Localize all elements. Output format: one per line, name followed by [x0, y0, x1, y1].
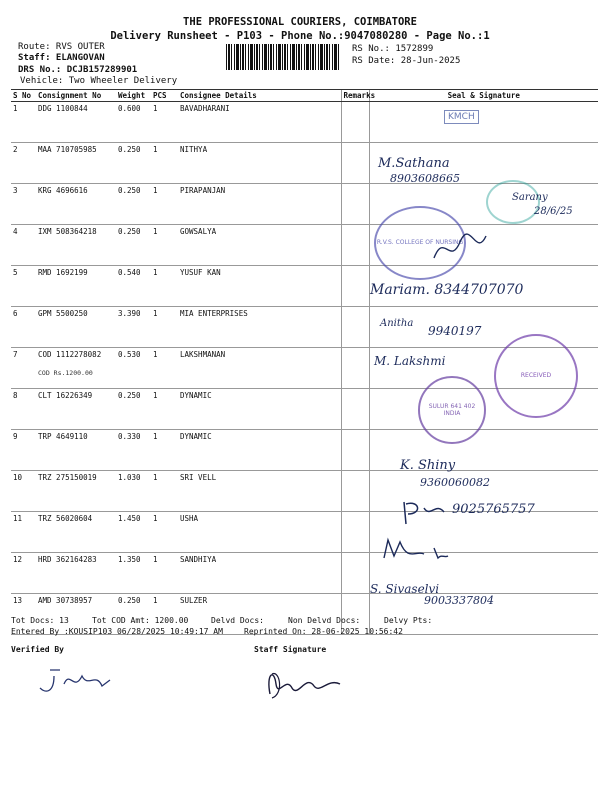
signature-row11 [400, 498, 450, 528]
cell-weight [116, 184, 151, 225]
barcode-image [226, 44, 340, 70]
cell-remarks [341, 102, 369, 143]
col-weight: Weight [116, 90, 151, 102]
cell-sno [11, 225, 36, 266]
cell-pcs-text: 1 [153, 309, 158, 318]
route-label: Route: RVS OUTER [18, 42, 105, 52]
cell-sno-text: 3 [13, 186, 18, 195]
cell-weight [116, 143, 151, 184]
cell-sno-text: 12 [13, 555, 23, 564]
cell-consignment [36, 348, 116, 389]
table-row [11, 102, 598, 143]
hw-row3-name: Sarany [512, 192, 548, 203]
kmch-stamp-text: KMCH [448, 112, 475, 122]
col-sno: S No [11, 90, 36, 102]
cell-consignee-text: MIA ENTERPRISES [180, 309, 248, 318]
cell-consignee-text: SRI VELL [180, 473, 217, 482]
cell-consignment [36, 225, 116, 266]
cell-remarks [341, 430, 369, 471]
cell-consignee-text: BAVADHARANI [180, 104, 230, 113]
cell-remarks [341, 225, 369, 266]
kmch-stamp [444, 110, 479, 124]
table-row [11, 430, 598, 471]
hw-row5: Mariam. 8344707070 [370, 282, 524, 298]
cell-consignee [178, 143, 341, 184]
cell-consignment-text: IXM 508364218 [38, 227, 97, 236]
cell-pcs [151, 430, 178, 471]
cell-sno [11, 307, 36, 348]
cell-consignment [36, 430, 116, 471]
cell-remarks [341, 307, 369, 348]
cell-consignee [178, 266, 341, 307]
received-stamp-text: RECEIVED [520, 372, 552, 380]
cell-pcs-text: 1 [153, 227, 158, 236]
rs-date: RS Date: 28-Jun-2025 [352, 56, 461, 66]
cell-consignment [36, 266, 116, 307]
cell-consignment-text: MAA 710705985 [38, 145, 97, 154]
cell-pcs [151, 184, 178, 225]
hw-row6-phone: 9940197 [428, 324, 482, 338]
staff-label: Staff: ELANGOVAN [18, 53, 105, 63]
company-title: THE PROFESSIONAL COURIERS, COIMBATORE [183, 16, 417, 28]
cell-consignment-text: RMD 1692199 [38, 268, 88, 277]
cell-sno [11, 471, 36, 512]
staff-signature-label: Staff Signature [254, 645, 327, 654]
cell-pcs [151, 553, 178, 594]
cell-consignee-text: PIRAPANJAN [180, 186, 226, 195]
cell-pcs [151, 471, 178, 512]
cell-consignment-text: AMD 30738957 [38, 596, 93, 605]
cell-consignee-text: USHA [180, 514, 199, 523]
cell-pcs [151, 102, 178, 143]
cell-consignment-text: TRZ 275150019 [38, 473, 97, 482]
cell-consignee-text: SULZER [180, 596, 208, 605]
cell-sno [11, 102, 36, 143]
table-row [11, 553, 598, 594]
cell-sno-text: 2 [13, 145, 18, 154]
cell-pcs-text: 1 [153, 145, 158, 154]
cell-weight-text: 1.030 [118, 473, 141, 482]
cell-pcs [151, 225, 178, 266]
cell-weight-text: 0.250 [118, 227, 141, 236]
cell-sno-text: 13 [13, 596, 23, 605]
cell-weight [116, 553, 151, 594]
cell-consignment-text: GPM 5500250 [38, 309, 88, 318]
cell-remarks [341, 512, 369, 553]
cell-consignment-text: KRG 4696616 [38, 186, 88, 195]
cell-remarks [341, 184, 369, 225]
cell-pcs-text: 1 [153, 186, 158, 195]
cell-sno [11, 143, 36, 184]
col-remarks: Remarks [341, 90, 369, 102]
hw-row13-name: S. Sivaselvi [370, 582, 440, 596]
hw-row6-name: Anitha [380, 318, 414, 329]
cell-sno [11, 512, 36, 553]
cell-sno [11, 348, 36, 389]
cell-consignment [36, 553, 116, 594]
cell-sno-text: 6 [13, 309, 18, 318]
cell-consignee [178, 512, 341, 553]
sulur-stamp-text: SULUR 641 402 INDIA [428, 402, 476, 417]
cell-seal-signature [369, 102, 598, 143]
cell-weight-text: 0.600 [118, 104, 141, 113]
cell-consignee [178, 348, 341, 389]
cell-consignee-text: SANDHIYA [180, 555, 217, 564]
entered-by: Entered By :KOUSIP103 06/28/2025 10:49:17 AM [11, 627, 223, 636]
hw-row2-name: M.Sathana [378, 156, 450, 171]
cell-consignee [178, 307, 341, 348]
hw-row2-phone: 8903608665 [390, 172, 460, 185]
non-delivered-docs: Non Delvd Docs: [288, 616, 361, 625]
cell-weight-text: 0.530 [118, 350, 141, 359]
cell-sno-text: 7 [13, 350, 18, 359]
drs-label: DRS No.: DCJB157289901 [18, 65, 138, 75]
cell-pcs-text: 1 [153, 350, 158, 359]
signature-row4 [430, 228, 490, 268]
cell-weight [116, 102, 151, 143]
col-consignment: Consignment No [36, 90, 116, 102]
cell-weight-text: 0.540 [118, 268, 141, 277]
cell-consignee [178, 102, 341, 143]
cell-weight [116, 471, 151, 512]
cell-pcs [151, 307, 178, 348]
cell-weight-text: 1.350 [118, 555, 141, 564]
delivered-docs: Delvd Docs: [211, 616, 264, 625]
signature-row12 [380, 536, 450, 566]
cell-remarks [341, 553, 369, 594]
sulur-stamp [418, 376, 486, 444]
cell-pcs [151, 348, 178, 389]
cell-remarks [341, 266, 369, 307]
cell-consignee [178, 430, 341, 471]
staff-signature [262, 664, 346, 704]
cell-remarks [341, 389, 369, 430]
cell-pcs-text: 1 [153, 596, 158, 605]
hw-row3-date: 28/6/25 [534, 206, 573, 217]
cell-consignment [36, 512, 116, 553]
cell-consignee [178, 471, 341, 512]
cell-consignment [36, 471, 116, 512]
cell-consignee-text: NITHYA [180, 145, 208, 154]
cell-weight [116, 348, 151, 389]
cell-weight-text: 0.330 [118, 432, 141, 441]
cell-pcs [151, 389, 178, 430]
cell-consignee-text: DYNAMIC [180, 391, 212, 400]
cell-pcs [151, 266, 178, 307]
cell-consignment [36, 389, 116, 430]
hw-row11-phone: 9025765757 [452, 502, 535, 517]
cell-sno [11, 430, 36, 471]
cell-consignment-text: COD 1112278082 [38, 350, 102, 359]
cell-consignee-text: YUSUF KAN [180, 268, 221, 277]
cell-sno-text: 4 [13, 227, 18, 236]
table-row [11, 512, 598, 553]
runsheet-subtitle: Delivery Runsheet - P103 - Phone No.:9047080280 - Page No.:1 [110, 30, 490, 42]
cell-consignment-text: HRD 362164283 [38, 555, 97, 564]
cell-consignee-text: LAKSHMANAN [180, 350, 226, 359]
cell-consignment-text: TRZ 56020604 [38, 514, 93, 523]
cell-pcs-text: 1 [153, 391, 158, 400]
cell-sno-text: 5 [13, 268, 18, 277]
cell-sno-text: 10 [13, 473, 23, 482]
cell-consignment [36, 102, 116, 143]
reprinted-on: Reprinted On: 28-06-2025 10:56:42 [244, 627, 403, 636]
verified-by-label: Verified By [11, 645, 64, 654]
cell-weight [116, 266, 151, 307]
cell-sno-text: 1 [13, 104, 18, 113]
cell-weight-text: 1.450 [118, 514, 141, 523]
cell-pcs-text: 1 [153, 473, 158, 482]
cell-consignment [36, 143, 116, 184]
delivery-points: Delvy Pts: [384, 616, 433, 625]
cell-remarks [341, 471, 369, 512]
cell-weight-text: 0.250 [118, 145, 141, 154]
cell-pcs-text: 1 [153, 555, 158, 564]
cell-pcs [151, 512, 178, 553]
cell-weight-text: 0.250 [118, 391, 141, 400]
hw-row10-phone: 9360060082 [420, 476, 490, 489]
cell-consignment-text: TRP 4649110 [38, 432, 88, 441]
cell-weight-text: 0.250 [118, 186, 141, 195]
cell-consignment [36, 307, 116, 348]
received-stamp [494, 334, 578, 418]
cell-weight [116, 389, 151, 430]
cell-pcs-text: 1 [153, 514, 158, 523]
total-docs: Tot Docs: 13 [11, 616, 69, 625]
cell-remarks [341, 143, 369, 184]
cell-consignee [178, 553, 341, 594]
cell-consignee-text: GOWSALYA [180, 227, 217, 236]
cell-weight [116, 512, 151, 553]
col-pcs: PCS [151, 90, 178, 102]
cell-sno-text: 11 [13, 514, 23, 523]
rvs-stamp-text: R.V.S. COLLEGE OF NURSING [376, 239, 464, 247]
cell-sno [11, 553, 36, 594]
cell-weight [116, 430, 151, 471]
cell-pcs-text: 1 [153, 268, 158, 277]
rs-number: RS No.: 1572899 [352, 44, 434, 54]
cell-weight [116, 307, 151, 348]
hw-row10-name: K. Shiny [400, 458, 456, 473]
verifier-signature [36, 664, 116, 698]
cell-sno [11, 266, 36, 307]
col-consignee: Consignee Details [178, 90, 341, 102]
cell-consignment [36, 184, 116, 225]
cell-weight [116, 225, 151, 266]
cell-pcs [151, 143, 178, 184]
cell-sno [11, 184, 36, 225]
table-row [11, 143, 598, 184]
table-header-row [11, 90, 598, 102]
cell-consignee [178, 225, 341, 266]
col-seal-signature: Seal & Signature [369, 90, 598, 102]
cell-consignment-text: DDG 1100844 [38, 104, 88, 113]
hw-row7: M. Lakshmi [374, 354, 446, 368]
cod-amount: COD Rs.1200.00 [38, 369, 93, 377]
cell-consignee [178, 184, 341, 225]
hw-row13-phone: 9003337804 [424, 594, 494, 607]
cell-sno-text: 8 [13, 391, 18, 400]
cell-consignment-text: CLT 16226349 [38, 391, 93, 400]
cell-consignee [178, 389, 341, 430]
vehicle-label: Vehicle: Two Wheeler Delivery [20, 76, 178, 86]
cell-weight-text: 0.250 [118, 596, 141, 605]
cell-weight-text: 3.390 [118, 309, 141, 318]
cell-consignee-text: DYNAMIC [180, 432, 212, 441]
cell-sno-text: 9 [13, 432, 18, 441]
cell-pcs-text: 1 [153, 432, 158, 441]
cell-remarks [341, 348, 369, 389]
cell-sno [11, 389, 36, 430]
cell-pcs-text: 1 [153, 104, 158, 113]
total-cod-amount: Tot COD Amt: 1200.00 [92, 616, 189, 625]
table-row [11, 225, 598, 266]
